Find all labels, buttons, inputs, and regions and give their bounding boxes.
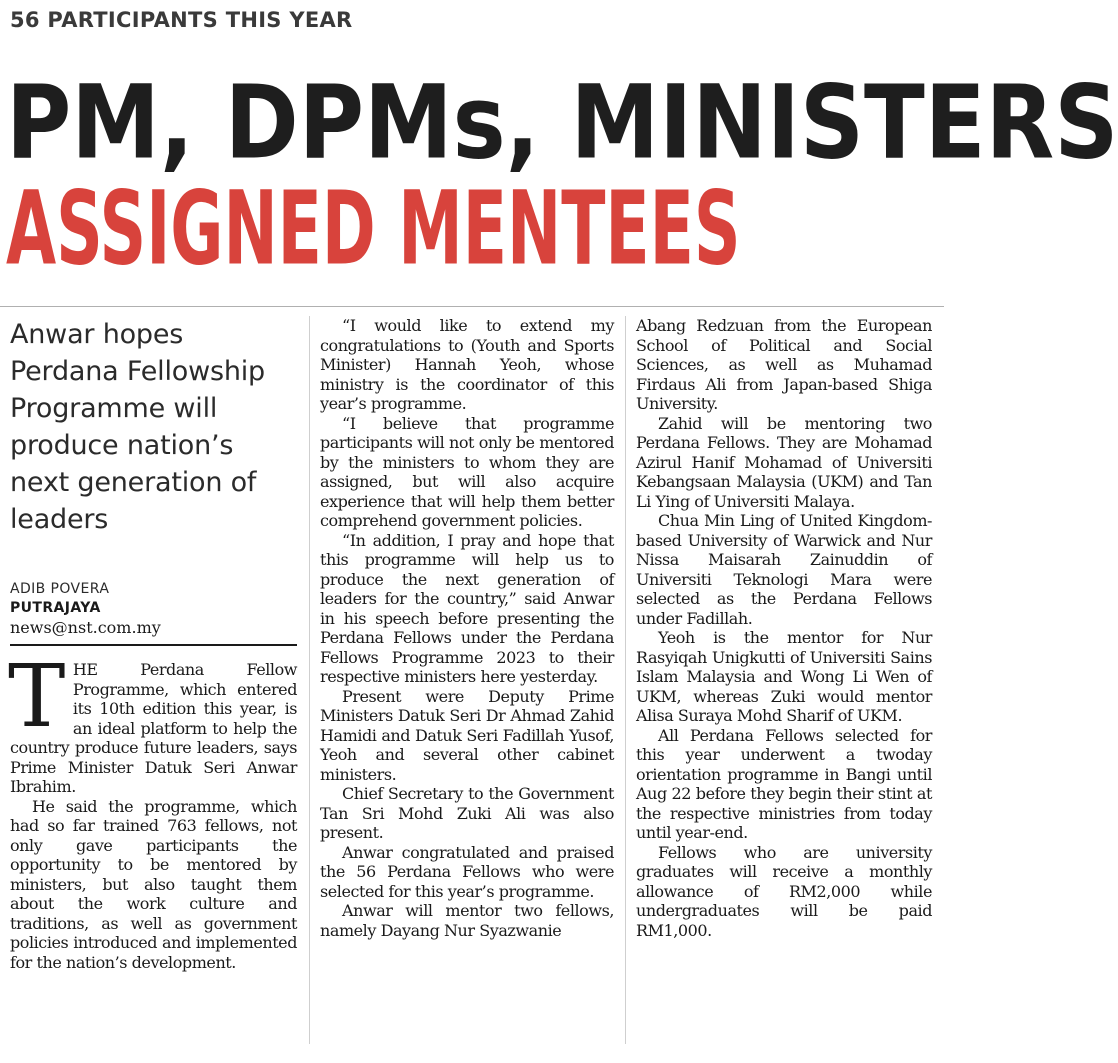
paragraph: “I would like to extend my congratulations to (Youth and Sports Minister) Hannah Yeoh, whose ministry is the coordinator of this year’s programme. — [320, 316, 614, 413]
paragraph: Anwar congratulated and praised the 56 Perdana Fellows who were selected for this year’s programme. — [320, 842, 614, 901]
lead-text: HE Perdana Fellow Programme, which entered its 10th edition this year, is an ideal platform to help the country produce future leaders, says Prime Minister Datuk Seri Anwar Ibrahim. — [10, 660, 297, 796]
byline-rule — [10, 644, 297, 646]
paragraph: Present were Deputy Prime Ministers Datuk Seri Dr Ahmad Zahid Hamidi and Datuk Seri Fadillah Yusof, Yeoh and several other cabinet ministers. — [320, 686, 614, 784]
paragraph: “I believe that programme participants will not only be mentored by the ministers to whom they are assigned, but will also acquire experience that will help them better comprehend government policies. — [320, 413, 614, 530]
divider — [0, 306, 944, 307]
paragraph: Fellows who are university graduates will receive a monthly allowance of RM2,000 while undergraduates will be paid RM1,000. — [636, 842, 932, 940]
article-body-col1 — [8, 647, 297, 972]
column-divider — [625, 316, 626, 1044]
byline-email[interactable]: news@nst.com.my — [10, 618, 161, 637]
headline-line-1: PM, DPMs, MINISTERS — [6, 62, 1118, 183]
paragraph: “In addition, I pray and hope that this programme will help us to produce the next generation of leaders for the country,” said Anwar in his speech before presenting the Perdana Fellows under the Perdana Fellows Programme 2023 to their respective ministers here yesterday. — [320, 530, 614, 686]
column-divider — [309, 316, 310, 1044]
paragraph: Chua Min Ling of United Kingdom-based University of Warwick and Nur Nissa Maisarah Zainuddin of Universiti Teknologi Mara were selected as the Perdana Fellows under Fadillah. — [636, 511, 932, 628]
column-1 — [10, 316, 297, 972]
paragraph: He said the programme, which had so far trained 763 fellows, not only gave participants the opportunity to be mentored by ministers, but also taught them about the work culture and traditions, as well as government policies introduced and implemented for the nation’s development. — [10, 796, 297, 972]
kicker: 56 PARTICIPANTS THIS YEAR — [10, 8, 353, 32]
paragraph: Zahid will be mentoring two Perdana Fellows. They are Mohamad Azirul Hanif Mohamad of Universiti Kebangsaan Malaysia (UKM) and Tan Li Ying of Universiti Malaya. — [636, 413, 932, 511]
standfirst: Anwar hopes Perdana Fellowship Programme will produce nation’s next generation of leaders — [10, 319, 265, 535]
headline-line-2: ASSIGNED MENTEES — [6, 168, 741, 289]
byline — [10, 580, 297, 637]
column-2 — [320, 316, 614, 940]
byline-location: PUTRAJAYA — [10, 600, 101, 616]
byline-author: ADIB POVERA — [10, 581, 110, 597]
paragraph: Yeoh is the mentor for Nur Rasyiqah Unigkutti of Universiti Sains Islam Malaysia and Wong Li Wen of UKM, whereas Zuki would mentor Alisa Suraya Mohd Sharif of UKM. — [636, 628, 932, 725]
drop-cap: T — [8, 647, 65, 747]
paragraph: Chief Secretary to the Government Tan Sri Mohd Zuki Ali was also present. — [320, 784, 614, 842]
lead-paragraph — [8, 647, 297, 797]
paragraph: All Perdana Fellows selected for this year underwent a twoday orientation programme in Bangi until Aug 22 before they begin their stint at the respective ministries from today until year-end. — [636, 725, 932, 842]
paragraph: Anwar will mentor two fellows, namely Dayang Nur Syazwanie — [320, 901, 614, 940]
column-3 — [636, 316, 932, 940]
paragraph: Abang Redzuan from the European School of Political and Social Sciences, as well as Muhamad Firdaus Ali from Japan-based Shiga University. — [636, 316, 932, 413]
